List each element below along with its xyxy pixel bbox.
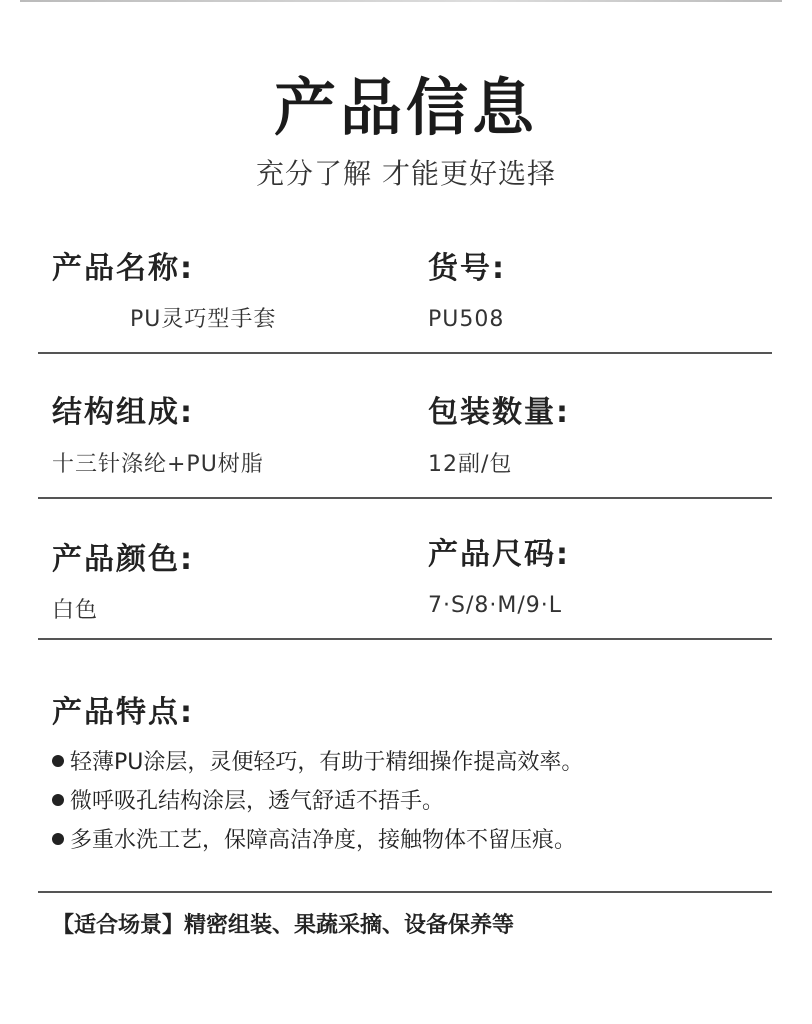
features-label: 产品特点: [52, 695, 194, 730]
bullet-icon [52, 794, 64, 806]
application-scenes: 【适合场景】精密组装、果蔬采摘、设备保养等 [52, 913, 515, 938]
item-number-value: PU508 [428, 307, 505, 332]
size-value: 7·S/8·M/9·L [428, 593, 562, 618]
divider [38, 497, 772, 499]
bullet-icon [52, 833, 64, 845]
bullet-icon [52, 755, 64, 767]
feature-item [52, 786, 444, 818]
feature-item [52, 825, 576, 857]
feature-item [52, 747, 583, 779]
item-number-label: 货号: [428, 251, 506, 286]
feature-text: 轻薄PU涂层，灵便轻巧，有助于精细操作提高效率。 [70, 750, 584, 775]
divider [38, 352, 772, 354]
color-label: 产品颜色: [52, 542, 194, 577]
page-title: 产品信息 [273, 71, 538, 144]
size-label: 产品尺码: [428, 537, 570, 572]
feature-text: 微呼吸孔结构涂层，透气舒适不捂手。 [70, 789, 445, 814]
divider [38, 891, 772, 893]
feature-text: 多重水洗工艺，保障高洁净度，接触物体不留压痕。 [70, 828, 577, 853]
product-name-label: 产品名称: [52, 251, 194, 286]
page-subtitle: 充分了解 才能更好选择 [256, 157, 556, 190]
packing-quantity-label: 包装数量: [428, 395, 570, 430]
divider [38, 638, 772, 640]
product-name-value: PU灵巧型手套 [130, 307, 277, 332]
top-border-line [20, 0, 782, 2]
color-value: 白色 [52, 598, 99, 623]
structure-label: 结构组成: [52, 395, 194, 430]
structure-value: 十三针涤纶+PU树脂 [52, 452, 264, 477]
packing-quantity-value: 12副/包 [428, 452, 513, 477]
